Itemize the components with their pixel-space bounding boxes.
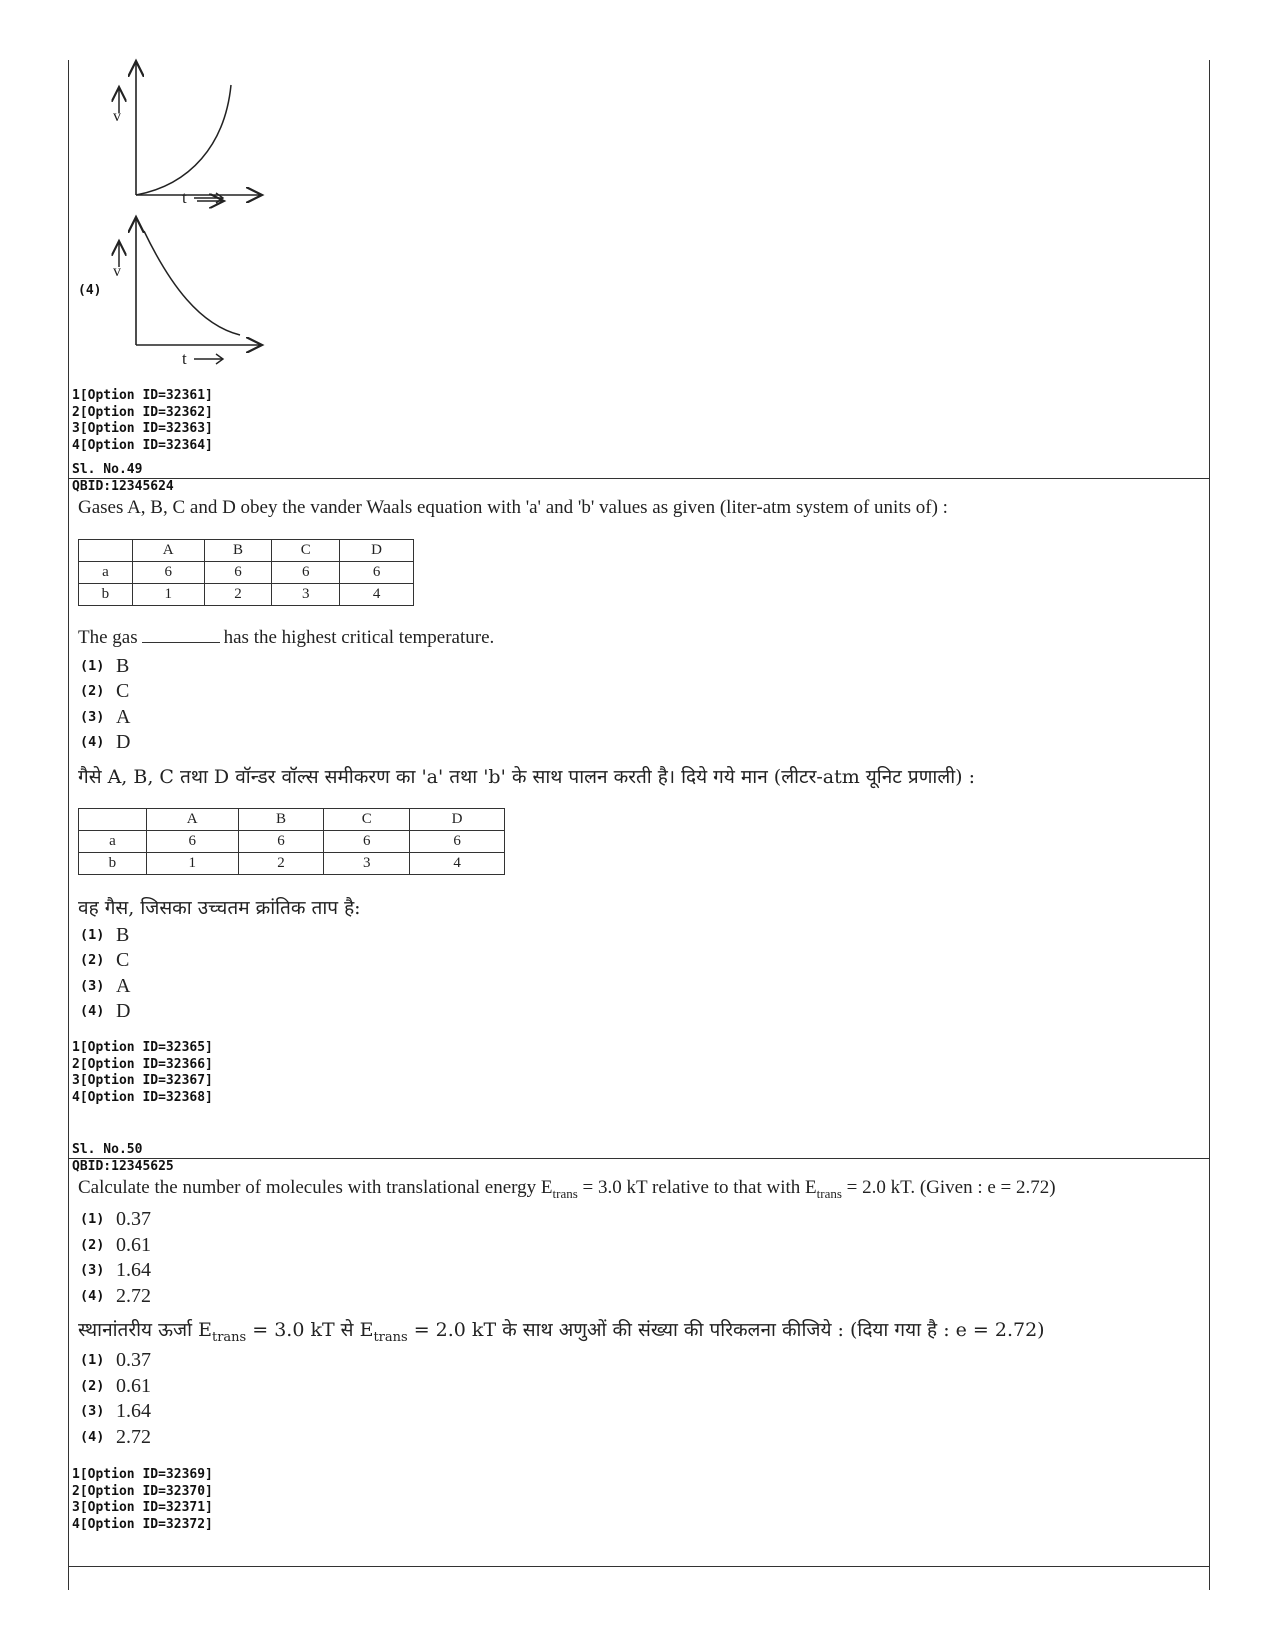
q50-option-en: (2) 0.61 xyxy=(80,1233,151,1256)
option-4-label: (4) xyxy=(78,283,102,298)
sl-no: Sl. No.50 xyxy=(72,1142,143,1157)
q49-option-hi: (2) C xyxy=(80,948,130,971)
option-id: 1[Option ID=32361] xyxy=(72,388,213,403)
option-id: 2[Option ID=32362] xyxy=(72,404,213,420)
option-id: 4[Option ID=32364] xyxy=(72,437,213,453)
divider-end xyxy=(68,1566,1210,1567)
velocity-time-graphs xyxy=(100,55,280,385)
option-id: 3[Option ID=32367] xyxy=(72,1073,213,1088)
q49-table-hi xyxy=(78,808,505,875)
blank-line xyxy=(142,628,220,643)
option-id: 1[Option ID=32365] xyxy=(72,1040,213,1055)
t-arrow-icon xyxy=(192,351,228,367)
graph-a-y-label: v xyxy=(113,108,121,125)
option-id: 2[Option ID=32370] xyxy=(72,1483,213,1499)
q50-option-hi: (2) 0.61 xyxy=(80,1374,151,1397)
prev-option-ids xyxy=(72,388,213,454)
q50-text-en: Calculate the number of molecules with translational energy $E_{trans} = 3.0$ kT relative to that with $E_{trans} = 2.0$ kT. (Given : e = 2.72) xyxy=(78,1177,1056,1201)
q50-option-hi: (4) 2.72 xyxy=(80,1425,151,1448)
table-row: b 1 2 3 4 xyxy=(79,584,414,606)
q49-option-en: (2) C xyxy=(80,679,130,702)
q49-text-en: Gases A, B, C and D obey the vander Waals equation with 'a' and 'b' values as given (liter-atm system of units of) : xyxy=(78,497,948,518)
q50-header xyxy=(72,1142,174,1175)
graph-a-x-label: t xyxy=(182,188,187,207)
t-arrow-icon xyxy=(192,190,228,206)
graph-increasing xyxy=(119,61,262,201)
q49-option-hi: (4) D xyxy=(80,999,131,1022)
table-row: a 6 6 6 6 xyxy=(79,831,505,853)
divider-q50 xyxy=(68,1158,1210,1159)
q50-option-ids xyxy=(72,1467,213,1533)
graph-b-y-label: v xyxy=(113,263,121,280)
q49-header xyxy=(72,462,174,495)
qbid: QBID:12345624 xyxy=(72,478,174,494)
q49-option-en: (3) A xyxy=(80,705,131,728)
q49-option-en: (4) D xyxy=(80,730,131,753)
table-row: a 6 6 6 6 xyxy=(79,562,414,584)
option-id: 4[Option ID=32372] xyxy=(72,1516,213,1532)
q50-option-en: (3) 1.64 xyxy=(80,1258,151,1281)
table-row: A B C D xyxy=(79,540,414,562)
q50-option-hi: (1) 0.37 xyxy=(80,1348,151,1371)
q49-text-hi: गैसे A, B, C तथा D वॉन्डर वॉल्स समीकरण का 'a' तथा 'b' के साथ पालन करती है। दिये गये मान (लीटर-atm यूनिट प्रणाली) : xyxy=(78,766,976,788)
sl-no: Sl. No.49 xyxy=(72,462,143,477)
graph-b-x-label: t xyxy=(182,349,187,368)
q49-fill-en: The gas has the highest critical temperature. xyxy=(78,627,495,648)
q50-option-hi: (3) 1.64 xyxy=(80,1399,151,1422)
q50-option-en: (4) 2.72 xyxy=(80,1284,151,1307)
divider-q49 xyxy=(68,478,1210,479)
q50-text-hi: स्थानांतरीय ऊर्जा $E_{trans} = 3.0$ kT से $E_{trans} = 2.0$ kT के साथ अणुओं की संख्या की परिकलना कीजिये : (दिया गया है : e = 2.72) xyxy=(78,1319,1045,1345)
q49-fill-hi: वह गैस, जिसका उच्चतम क्रांतिक ताप है: xyxy=(78,897,361,919)
q49-option-en: (1) B xyxy=(80,654,130,677)
option-id: 1[Option ID=32369] xyxy=(72,1467,213,1482)
qbid: QBID:12345625 xyxy=(72,1158,174,1174)
table-row: A B C D xyxy=(79,809,505,831)
q49-option-ids xyxy=(72,1040,213,1106)
table-row: b 1 2 3 4 xyxy=(79,853,505,875)
option-id: 2[Option ID=32366] xyxy=(72,1056,213,1072)
option-id: 4[Option ID=32368] xyxy=(72,1089,213,1105)
q49-option-hi: (3) A xyxy=(80,974,131,997)
q50-option-en: (1) 0.37 xyxy=(80,1207,151,1230)
option-id: 3[Option ID=32371] xyxy=(72,1500,213,1515)
q49-option-hi: (1) B xyxy=(80,923,130,946)
graph-decreasing xyxy=(119,217,262,345)
q49-table-en xyxy=(78,539,414,606)
option-id: 3[Option ID=32363] xyxy=(72,421,213,436)
